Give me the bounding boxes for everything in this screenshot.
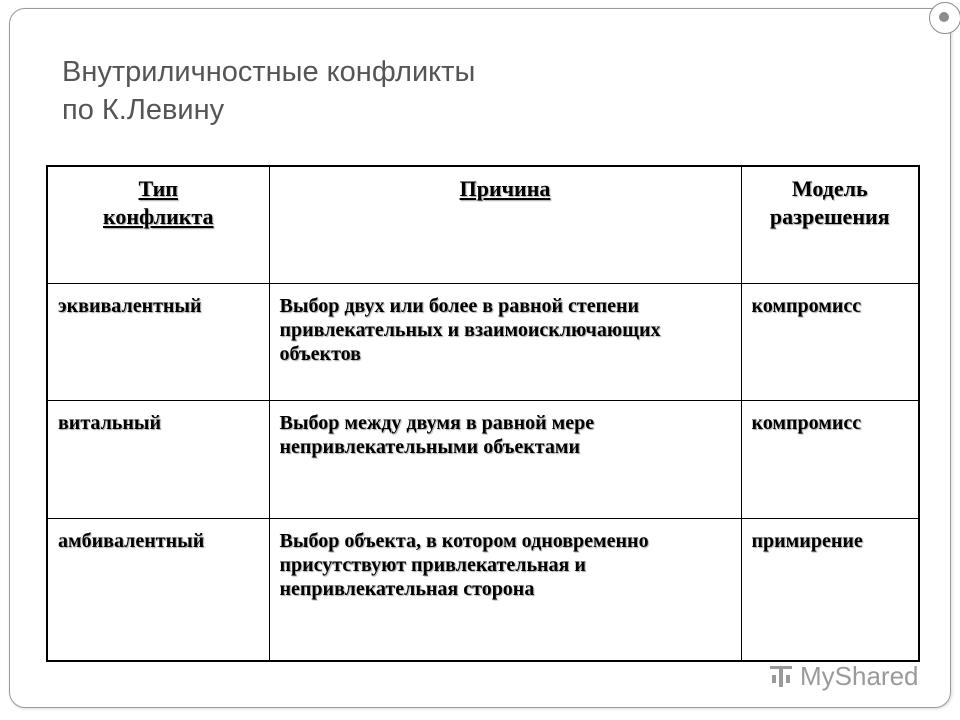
table-row: [47, 400, 919, 518]
cell-cause: Выбор двух или более в равной степени привлекательных и взаимоисключающих объектов: [269, 283, 741, 400]
header-type: [47, 166, 269, 283]
cell-type: витальный: [47, 400, 269, 518]
table-header-row: [47, 166, 919, 283]
cell-model: компромисс: [741, 283, 919, 400]
table-row: [47, 518, 919, 661]
conflicts-table: [46, 165, 920, 662]
header-model-line-2: разрешения: [769, 204, 890, 229]
slide-title-line-2: по К.Левину: [62, 94, 225, 126]
cell-cause: Выбор между двумя в равной мере непривлекательными объектами: [269, 400, 741, 518]
header-type-line-1: Тип: [138, 176, 178, 201]
cell-type: амбивалентный: [47, 518, 269, 661]
header-cause-line-1: Причина: [459, 176, 551, 201]
header-model-line-1: Модель: [791, 176, 868, 201]
myshared-logo-icon: [768, 663, 794, 689]
header-type-line-2: конфликта: [102, 204, 214, 229]
cell-cause: Выбор объекта, в котором одновременно присутствуют привлекательная и непривлекательная сторона: [269, 518, 741, 661]
header-model: [741, 166, 919, 283]
watermark: [768, 658, 938, 694]
table-row: [47, 283, 919, 400]
cell-model: примирение: [741, 518, 919, 661]
slide-title-line-1: Внутриличностные конфликты: [62, 56, 476, 88]
slide-title: [62, 53, 762, 129]
header-cause: [269, 166, 741, 283]
cell-type: эквивалентный: [47, 283, 269, 400]
cell-model: компромисс: [741, 400, 919, 518]
watermark-text: MyShared: [800, 660, 919, 691]
corner-dot-decoration: [939, 12, 949, 22]
